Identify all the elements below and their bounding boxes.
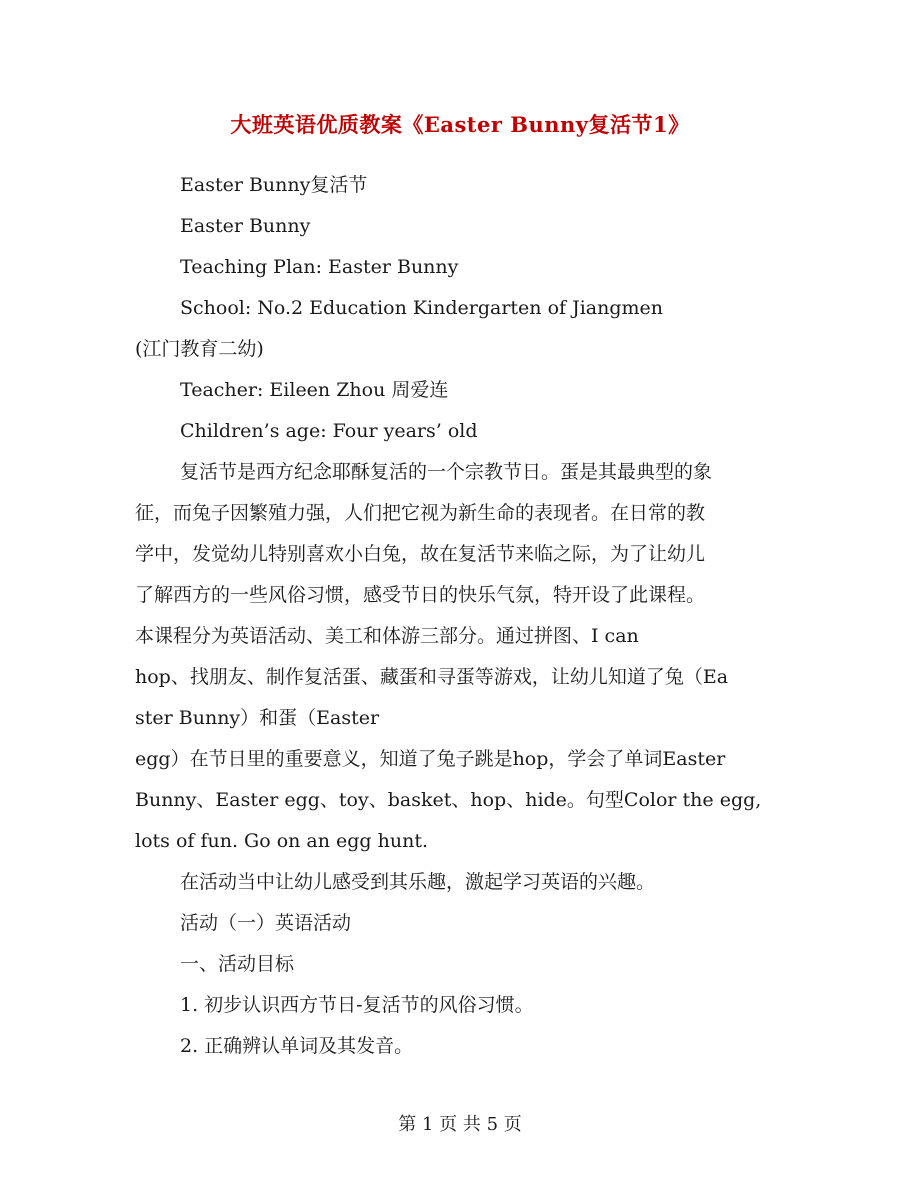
paragraph-line: lots of fun. Go on an egg hunt.	[135, 830, 429, 852]
page-footer: 第 1 页 共 5 页	[398, 1114, 522, 1135]
paragraph-line: Bunny、Easter egg、toy、basket、hop、hide。句型Color the egg,	[135, 789, 762, 811]
text-line: Teacher: Eileen Zhou 周爱连	[180, 379, 449, 401]
document-title: 大班英语优质教案《Easter Bunny复活节1》	[230, 112, 690, 137]
text-line: Easter Bunny复活节	[180, 174, 368, 196]
paragraph-line: ster Bunny）和蛋（Easter	[135, 707, 380, 729]
paragraph-line: 了解西方的一些风俗习惯，感受节日的快乐气氛，特开设了此课程。	[135, 584, 706, 606]
text-line: 在活动当中让幼儿感受到其乐趣，激起学习英语的兴趣。	[180, 871, 656, 893]
paragraph-line: 征，而兔子因繁殖力强，人们把它视为新生命的表现者。在日常的教	[135, 502, 706, 524]
text-line: Easter Bunny	[180, 215, 311, 237]
text-line: (江门教育二幼)	[135, 338, 264, 360]
text-line: Teaching Plan: Easter Bunny	[180, 256, 459, 278]
text-line: Children’s age: Four years’ old	[180, 420, 478, 442]
paragraph-line: 学中，发觉幼儿特别喜欢小白兔，故在复活节来临之际，为了让幼儿	[135, 543, 706, 565]
section-heading: 活动（一）英语活动	[180, 912, 352, 934]
paragraph-line: hop、找朋友、制作复活蛋、藏蛋和寻蛋等游戏，让幼儿知道了兔（Ea	[135, 666, 729, 688]
text-line: School: No.2 Education Kindergarten of Jiangmen	[180, 297, 664, 319]
paragraph-line: egg）在节日里的重要意义，知道了兔子跳是hop，学会了单词Easter	[135, 748, 726, 770]
paragraph-line: 本课程分为英语活动、美工和体游三部分。通过拼图、I can	[135, 625, 639, 647]
paragraph-line: 复活节是西方纪念耶酥复活的一个宗教节日。蛋是其最典型的象	[180, 461, 713, 483]
subsection-heading: 一、活动目标	[180, 953, 295, 975]
list-item: 2. 正确辨认单词及其发音。	[180, 1035, 414, 1057]
list-item: 1. 初步认识西方节日-复活节的风俗习惯。	[180, 994, 534, 1016]
